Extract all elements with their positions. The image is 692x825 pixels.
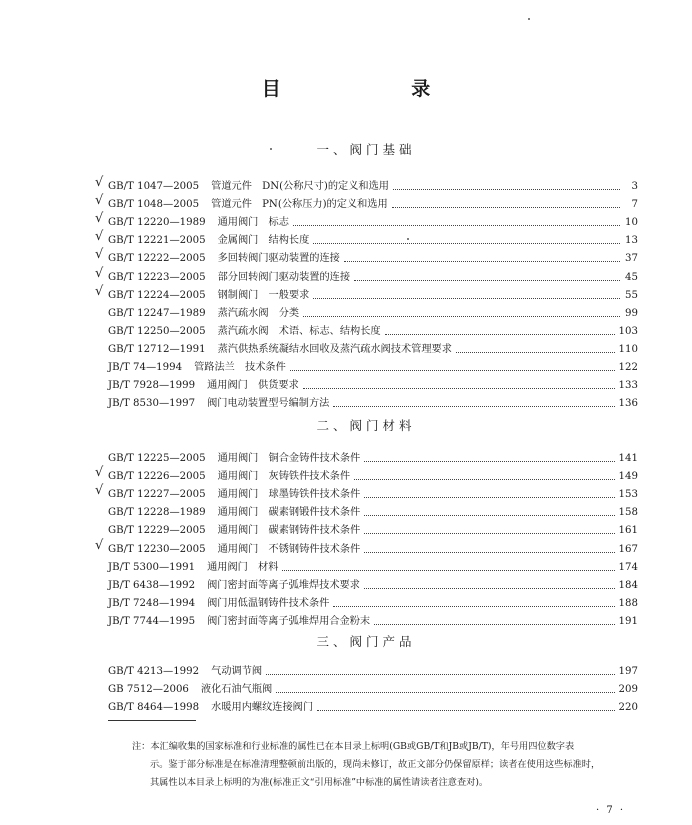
toc-entry [95, 193, 638, 213]
page-number: · 7 · [596, 805, 626, 816]
section-heading: 一、阀门基础 [316, 142, 416, 157]
leader-dots [303, 387, 615, 389]
page-ref: 149 [618, 471, 638, 483]
leader-dots [333, 405, 614, 407]
standard-title: 阀门用低温钢铸件技术条件 [207, 597, 330, 609]
leader-dots [364, 496, 614, 498]
toc-entry [108, 340, 638, 358]
page-ref: 161 [618, 525, 638, 537]
footnote-line: 示。鉴于部分标准是在标准清理整顿前出版的，现尚未修订，故正文部分仍保留原样；读者在使用这些标准时， [150, 759, 601, 770]
toc-entry [108, 576, 638, 594]
toc-entry [95, 247, 638, 267]
page-ref: 220 [618, 702, 638, 714]
standard-title: 蒸汽供热系统凝结水回收及蒸汽疏水阀技术管理要求 [217, 343, 452, 355]
toc-entry [108, 503, 638, 521]
scan-speck [528, 18, 530, 20]
page-ref: 153 [618, 489, 638, 501]
standard-code: GB/T 12229—2005 [108, 525, 206, 537]
check-mark-icon: √ [95, 229, 104, 245]
leader-dots [276, 691, 614, 693]
leader-dots [364, 587, 615, 589]
page-ref: 3 [631, 181, 638, 192]
toc-entry [95, 537, 638, 558]
page-ref: 122 [618, 362, 638, 373]
page-title: 目 录 [261, 78, 493, 100]
leader-dots [364, 551, 614, 553]
leader-dots [313, 297, 620, 299]
standard-code: GB/T 12228—1989 [108, 507, 206, 519]
leader-dots [364, 514, 614, 516]
standard-title: 水暖用内螺纹连接阀门 [211, 702, 314, 714]
leader-dots [456, 351, 615, 353]
page-ref: 167 [618, 543, 638, 555]
standard-code: GB/T 12250—2005 [108, 325, 206, 337]
standard-code: GB/T 12712—1991 [108, 343, 206, 355]
leader-dots [374, 623, 614, 625]
footnote-divider [108, 720, 196, 721]
standard-code: JB/T 7744—1995 [108, 615, 196, 627]
page-ref: 141 [618, 453, 638, 464]
page-ref: 133 [618, 380, 638, 392]
toc-entry [95, 175, 638, 195]
check-mark-icon: √ [95, 465, 104, 481]
standard-title: 阀门密封面等离子弧堆焊用合金粉末 [207, 615, 371, 627]
page-ref: 191 [618, 615, 638, 627]
standard-title: 阀门电动装置型号编制方法 [207, 398, 330, 410]
footnote-line: 注：本汇编收集的国家标准和行业标准的属性已在本目录上标明(GB或GB/T和JB或JB/T)，年号用四位数字表 [132, 741, 575, 752]
toc-entry [108, 558, 638, 576]
standard-code: JB/T 7248—1994 [108, 597, 196, 609]
standard-title: 蒸汽疏水阀 分类 [217, 307, 300, 319]
standard-code: GB/T 8464—1998 [108, 702, 200, 714]
page-ref: 174 [618, 561, 638, 573]
page-ref: 209 [618, 684, 638, 696]
leader-dots [364, 460, 614, 462]
page-ref: 197 [618, 666, 638, 677]
leader-dots [393, 188, 620, 190]
toc-entry [108, 304, 638, 322]
toc-entry [108, 680, 638, 698]
standard-title: 阀门密封面等离子弧堆焊技术要求 [207, 579, 360, 591]
toc-entry [108, 322, 638, 340]
standard-code: GB/T 1047—2005 [108, 181, 200, 192]
page-ref: 99 [625, 307, 638, 319]
standard-title: 管道元件 DN(公称尺寸)的定义和选用 [211, 181, 389, 192]
standard-code: GB 7512—2006 [108, 684, 189, 696]
page-ref: 103 [618, 325, 638, 337]
standard-code: GB/T 12230—2005 [108, 543, 206, 555]
standard-code: JB/T 6438—1992 [108, 579, 196, 591]
standard-title: 通用阀门 灰铸铁件技术条件 [217, 471, 351, 483]
standard-code: GB/T 12225—2005 [108, 453, 206, 464]
check-mark-icon: √ [95, 265, 104, 281]
toc-entry [95, 229, 638, 249]
standard-title: 钢制阀门 一般要求 [217, 289, 310, 301]
page-ref: 10 [625, 217, 638, 229]
footnote [132, 738, 647, 792]
standard-title: 管道元件 PN(公称压力)的定义和选用 [211, 199, 388, 211]
standard-title: 液化石油气瓶阀 [200, 684, 273, 696]
standard-code: GB/T 12221—2005 [108, 235, 206, 247]
standard-code: GB/T 12222—2005 [108, 253, 206, 265]
standard-code: GB/T 12247—1989 [108, 307, 206, 319]
check-mark-icon: √ [95, 283, 104, 299]
toc-entry [95, 483, 638, 503]
standard-title: 通用阀门 供货要求 [207, 380, 299, 392]
standard-title: 通用阀门 碳素钢铸件技术条件 [217, 525, 361, 537]
page-ref: 136 [618, 398, 638, 410]
toc-entry [108, 449, 638, 467]
standard-title: 管路法兰 技术条件 [194, 362, 286, 373]
toc-entry [108, 376, 638, 394]
toc-entry [95, 465, 638, 485]
leader-dots [303, 315, 620, 317]
leader-dots [385, 333, 615, 335]
leader-dots [317, 709, 615, 711]
page-ref: 188 [618, 597, 638, 609]
standard-title: 蒸汽疏水阀 术语、标志、结构长度 [217, 325, 381, 337]
toc-entry [95, 265, 638, 286]
check-mark-icon: √ [95, 537, 104, 553]
standard-code: JB/T 5300—1991 [108, 561, 196, 573]
standard-code: GB/T 12227—2005 [108, 489, 206, 501]
check-mark-icon: √ [95, 483, 104, 499]
scan-speck [407, 238, 409, 240]
standard-title: 通用阀门 材料 [207, 561, 279, 573]
check-mark-icon: √ [95, 193, 104, 209]
page-ref: 158 [618, 507, 638, 519]
leader-dots [364, 532, 614, 534]
leader-dots [333, 605, 614, 607]
standard-title: 金属阀门 结构长度 [217, 235, 310, 247]
toc-entry [108, 521, 638, 539]
check-mark-icon: √ [95, 175, 104, 190]
leader-dots [392, 206, 620, 208]
standard-title: 气动调节阀 [211, 666, 263, 677]
leader-dots [290, 369, 615, 371]
leader-dots [354, 478, 614, 480]
page-ref: 184 [618, 579, 638, 591]
toc-entry [108, 698, 638, 716]
leader-dots [354, 279, 620, 281]
standard-title: 通用阀门 铜合金铸件技术条件 [217, 453, 361, 464]
page-ref: 13 [625, 235, 638, 247]
toc-entry [95, 211, 638, 231]
standard-title: 部分回转阀门驱动装置的连接 [217, 271, 351, 283]
toc-entry [108, 662, 638, 680]
standard-title: 通用阀门 不锈钢铸件技术条件 [217, 543, 361, 555]
page-ref: 110 [618, 343, 638, 355]
toc-entry [108, 612, 638, 630]
scan-speck [270, 148, 272, 150]
toc-entry [108, 394, 638, 412]
standard-code: GB/T 1048—2005 [108, 199, 200, 211]
standard-code: GB/T 12224—2005 [108, 289, 206, 301]
leader-dots [344, 260, 620, 262]
section-heading: 三、阀门产品 [316, 634, 416, 649]
toc-entry [108, 358, 638, 376]
check-mark-icon: √ [95, 247, 104, 263]
section-heading: 二、阀门材料 [316, 418, 416, 433]
standard-title: 多回转阀门驱动装置的连接 [217, 253, 340, 265]
standard-code: GB/T 4213—1992 [108, 666, 200, 677]
footnote-line: 其属性以本目录上标明的为准(标准正文“引用标准”中标准的属性请读者注意查对)。 [150, 777, 489, 788]
standard-code: JB/T 8530—1997 [108, 398, 196, 410]
standard-code: GB/T 12226—2005 [108, 471, 206, 483]
check-mark-icon: √ [95, 211, 104, 227]
toc-entry [108, 594, 638, 612]
standard-code: GB/T 12220—1989 [108, 217, 206, 229]
leader-dots [266, 673, 614, 675]
page-ref: 45 [625, 271, 638, 283]
leader-dots [293, 224, 620, 226]
toc-entry [95, 283, 638, 304]
standard-code: JB/T 7928—1999 [108, 380, 196, 392]
standard-title: 通用阀门 标志 [217, 217, 289, 229]
page-ref: 7 [631, 199, 638, 211]
standard-code: JB/T 74—1994 [108, 362, 183, 373]
standard-title: 通用阀门 球墨铸铁件技术条件 [217, 489, 361, 501]
page-ref: 55 [625, 289, 638, 301]
page-ref: 37 [625, 253, 638, 265]
leader-dots [313, 242, 620, 244]
standard-code: GB/T 12223—2005 [108, 271, 206, 283]
leader-dots [282, 569, 614, 571]
standard-title: 通用阀门 碳素钢锻件技术条件 [217, 507, 361, 519]
